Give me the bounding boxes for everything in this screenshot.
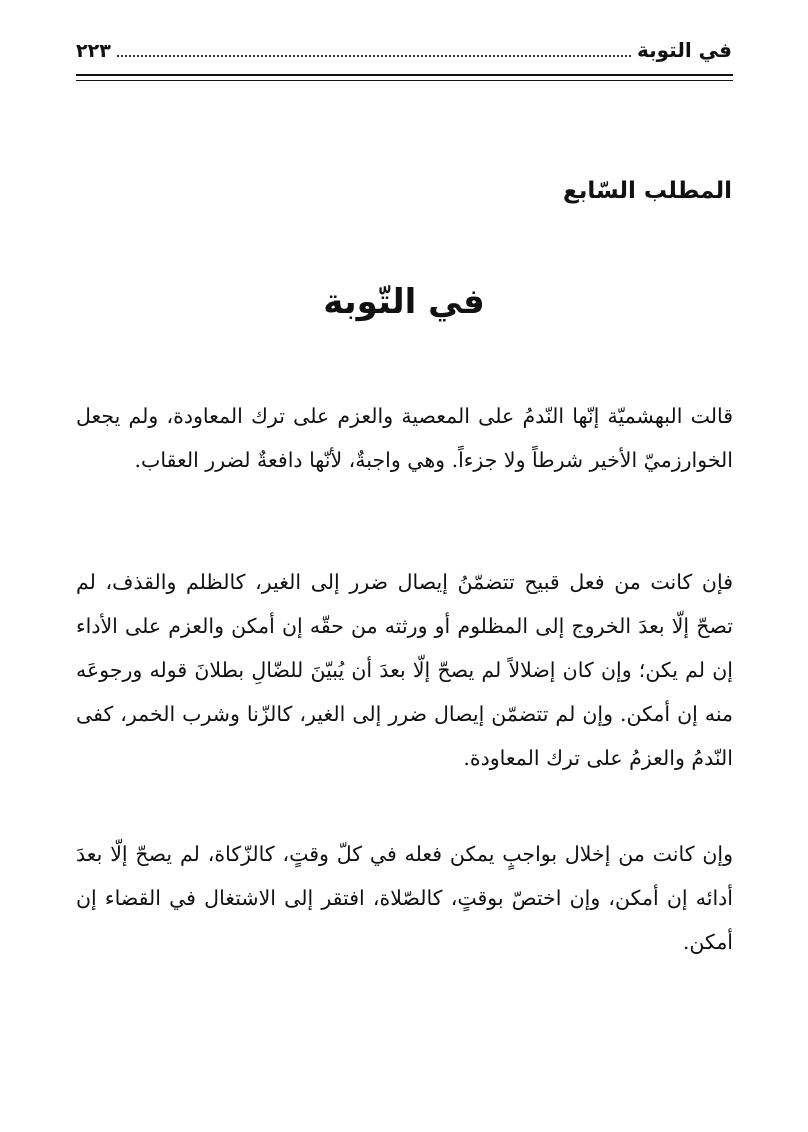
running-header [76, 38, 732, 68]
paragraph-3: وإن كانت من إخلال بواجبٍ يمكن فعله في كلّ وقتٍ، كالزّكاة، لم يصحّ إلّا بعدَ أدائه إن أمكن، وإن اختصّ بوقتٍ، كالصّلاة، افتقر إلى الاشتغال في القضاء إن أمكن. [76, 842, 733, 954]
header-dot-leader [117, 41, 631, 57]
section-label: المطلب السّابع [563, 178, 732, 204]
chapter-title: في التّوبة [323, 282, 485, 322]
paragraph-1: قالت البهشميّة إنّها النّدمُ على المعصية والعزم على ترك المعاودة، ولم يجعل الخوارزميّ الأخير شرطاً ولا جزءاً. وهي واجبةٌ، لأنّها دافعةٌ لضرر العقاب. [76, 404, 733, 472]
page-number: ٢٢٣ [76, 40, 111, 62]
header-rule-thick [76, 74, 733, 76]
paragraph-2: فإن كانت من فعل قبيح تتضمّنُ إيصال ضرر إلى الغير، كالظلم والقذف، لم تصحّ إلّا بعدَ الخروج إلى المظلوم أو ورثته من حقّه إن أمكن والعزم على الأداء إن لم يكن؛ وإن كان إضلالاً لم يصحّ إلّا بعدَ أن يُبيّنَ للضّالِ بطلانَ قوله ورجوعَه منه إن أمكن. وإن لم تتضمّن إيصال ضرر إلى الغير، كالزّنا وشرب الخمر، كفى النّدمُ والعزمُ على ترك المعاودة. [76, 570, 733, 770]
header-rule-thin [76, 80, 733, 81]
header-title: في التوبة [637, 38, 732, 62]
